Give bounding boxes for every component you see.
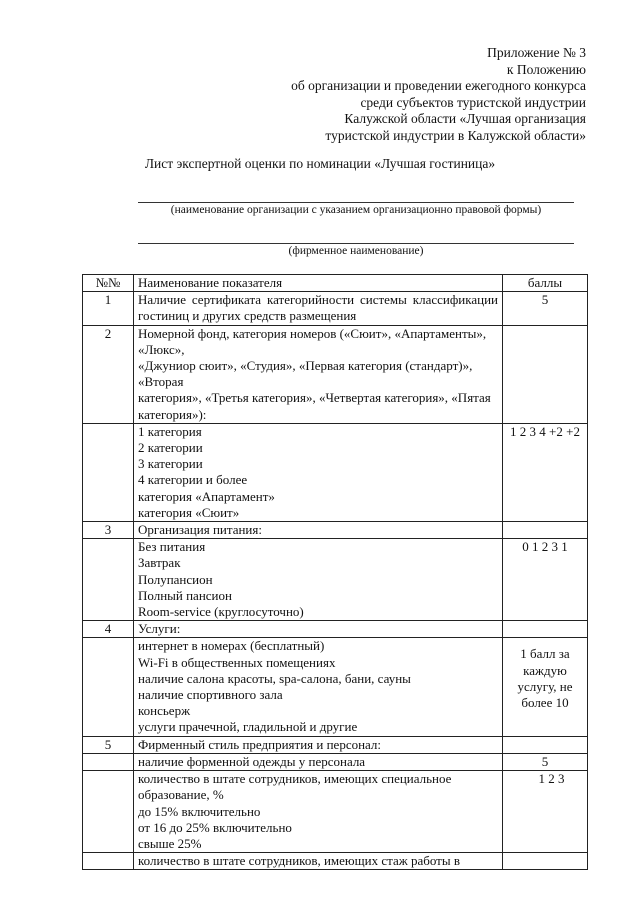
table-row <box>83 853 588 870</box>
row-name <box>134 736 503 753</box>
row-num: 4 <box>83 621 134 638</box>
table-row <box>83 325 588 423</box>
row-name <box>134 753 503 770</box>
points-line: 3 <box>529 423 537 439</box>
name-line: свыше 25% <box>138 835 202 851</box>
name-line: Номерной фонд, категория номеров («Сюит», «Апартаменты», «Люкс», <box>138 325 487 357</box>
row-points <box>503 621 588 638</box>
name-line: Завтрак <box>138 555 181 571</box>
org-name-caption: (наименование организации с указанием организационно правовой формы) <box>170 204 542 216</box>
name-line: наличие салона красоты, spa-салона, бани, сауны <box>138 670 411 686</box>
name-line: Услуги: <box>138 621 181 637</box>
points-line: 5 <box>541 292 549 308</box>
row-name <box>134 522 503 539</box>
name-line: от 16 до 25% включительно <box>138 819 292 835</box>
points-line: 3 <box>558 771 565 787</box>
row-name <box>134 539 503 621</box>
row-num <box>83 638 134 736</box>
brand-name-line <box>138 243 574 244</box>
points-line: 1 <box>561 539 568 555</box>
table-row <box>83 423 588 521</box>
row-name <box>134 621 503 638</box>
row-num <box>83 753 134 770</box>
name-line: категория»): <box>138 406 207 422</box>
points-line: 1 <box>532 539 539 555</box>
row-name <box>134 771 503 853</box>
row-num <box>83 423 134 521</box>
name-line: количество в штате сотрудников, имеющих специальное <box>138 771 452 787</box>
row-points <box>503 522 588 539</box>
header-line: среди субъектов туристской индустрии <box>360 94 586 110</box>
points-line: более 10 <box>521 695 569 711</box>
header-name: Наименование показателя <box>134 275 503 292</box>
points-line <box>526 771 529 786</box>
points-line: +2 <box>566 423 580 439</box>
row-points <box>503 325 588 423</box>
row-num <box>83 771 134 853</box>
name-line: 3 категории <box>138 456 203 472</box>
sheet-title: Лист экспертной оценки по номинации «Лучшая гостиница» <box>144 156 496 171</box>
points-line <box>532 771 535 786</box>
row-name <box>134 423 503 521</box>
points-line: 1 балл за <box>520 646 570 662</box>
table-header-row <box>83 275 588 292</box>
header-line: туристской индустрии в Калужской области» <box>325 127 586 143</box>
header-line: Приложение № 3 <box>487 45 586 60</box>
row-name <box>134 638 503 736</box>
name-line: Полупансион <box>138 571 213 587</box>
row-points <box>503 753 588 770</box>
row-points <box>503 853 588 870</box>
appendix-header <box>291 45 586 144</box>
table-row <box>83 292 588 325</box>
name-line: интернет в номерах (бесплатный) <box>138 638 325 654</box>
row-points <box>503 423 588 521</box>
header-line: к Положению <box>506 61 586 77</box>
name-line: до 15% включительно <box>138 803 261 819</box>
header-num: №№ <box>83 275 134 292</box>
table-row <box>83 753 588 770</box>
brand-name-caption: (фирменное наименование) <box>288 245 424 257</box>
row-name <box>134 292 503 325</box>
table-row <box>83 522 588 539</box>
name-line: категория «Апартамент» <box>138 488 275 504</box>
name-line: «Джуниор сюит», «Студия», «Первая категория (стандарт)», «Вторая <box>138 358 473 390</box>
table-row <box>83 736 588 753</box>
points-line: 2 <box>519 423 527 439</box>
name-line: Wi-Fi в общественных помещениях <box>138 654 336 670</box>
name-line: наличие спортивного зала <box>138 687 283 703</box>
row-points <box>503 771 588 853</box>
points-line: 2 <box>541 539 549 555</box>
table-row <box>83 621 588 638</box>
row-points <box>503 638 588 736</box>
row-num: 3 <box>83 522 134 539</box>
points-line: 0 <box>522 539 529 555</box>
name-line: 4 категории и более <box>138 472 248 488</box>
table-row <box>83 638 588 736</box>
header-points: баллы <box>503 275 588 292</box>
points-line: 1 <box>538 771 545 787</box>
points-line: 2 <box>548 771 555 787</box>
name-line: образование, % <box>138 787 224 803</box>
points-line: 4 <box>539 423 546 439</box>
row-points <box>503 736 588 753</box>
name-line: 1 категория <box>138 423 202 439</box>
name-line: категория «Сюит» <box>138 504 240 520</box>
table-row <box>83 771 588 853</box>
row-num: 1 <box>83 292 134 325</box>
row-points <box>503 539 588 621</box>
header-line: об организации и проведении ежегодного конкурса <box>291 78 586 93</box>
name-line: консьерж <box>138 703 191 719</box>
row-num: 2 <box>83 325 134 423</box>
header-line: Калужской области «Лучшая организация <box>344 111 586 126</box>
table-row <box>83 539 588 621</box>
points-line: 3 <box>551 539 558 555</box>
evaluation-table <box>82 274 588 870</box>
row-num: 5 <box>83 736 134 753</box>
points-line: +2 <box>549 423 563 439</box>
name-line: Фирменный стиль предприятия и персонал: <box>138 736 382 752</box>
org-name-line <box>138 202 574 203</box>
points-line: каждую <box>523 662 567 678</box>
row-num <box>83 539 134 621</box>
name-line: услуги прачечной, гладильной и другие <box>138 719 358 735</box>
name-line: классификации гостиниц и других средств размещения <box>138 292 498 324</box>
name-line: Room-service (круглосуточно) <box>138 604 304 620</box>
row-num <box>83 853 134 870</box>
name-line: количество в штате сотрудников, имеющих стаж работы в <box>138 853 460 869</box>
name-line: Без питания <box>138 539 206 555</box>
name-line: Наличие сертификата категорийности системы <box>138 292 407 308</box>
name-line: Организация питания: <box>138 522 262 538</box>
row-name <box>134 853 503 870</box>
row-points <box>503 292 588 325</box>
points-line: услугу, не <box>517 678 573 694</box>
points-line: 5 <box>541 753 549 769</box>
name-line: Полный пансион <box>138 587 232 603</box>
name-line: наличие форменной одежды у персонала <box>138 753 366 769</box>
points-line: 1 <box>510 423 517 439</box>
name-line: 2 категории <box>138 440 203 456</box>
name-line: категория», «Третья категория», «Четвертая категория», «Пятая <box>138 390 491 406</box>
row-name <box>134 325 503 423</box>
